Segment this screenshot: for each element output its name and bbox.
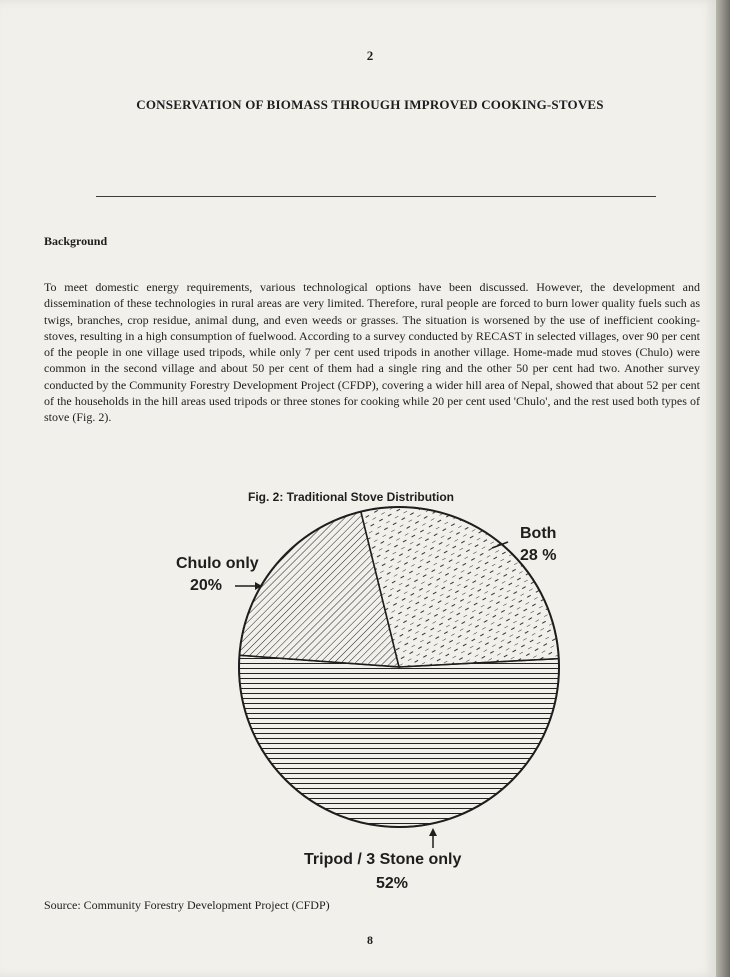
page-edge-shadow	[716, 0, 730, 977]
pie-slice-tripod	[239, 655, 559, 827]
label-chulo-name: Chulo only	[176, 555, 259, 572]
label-tripod-percent: 52%	[376, 875, 409, 892]
label-both-name: Both	[520, 525, 557, 542]
body-paragraph: To meet domestic energy requirements, various technological options have been discussed. However, the development and dissemination of these technologies in rural areas are very limited. Therefore, rural people are forced to burn lower quality fuels such as twigs, branches, crop residue, animal dung, and even weeds or grasses. The situation is worsened by the use of inefficient cooking-stoves, resulting in a high consumption of fuelwood. According to a survey conducted by RECAST in selected villages, over 90 per cent of the people in one village used tripods, while only 7 per cent used tripods in another village. Home-made mud stoves (Chulo) were common in the second village and about 50 per cent of them had a single ring and the other 50 per cent had two. Another survey conducted by the Community Forestry Development Project (CFDP), covering a wider hill area of Nepal, showed that about 52 per cent of the households in the hill areas used tripods or three stones for cooking while 20 per cent used 'Chulo', and the rest used both types of stove (Fig. 2).	[44, 280, 700, 425]
page-number-top: 2	[366, 48, 374, 63]
section-heading: Background	[44, 234, 108, 248]
page-number-bottom: 8	[367, 933, 373, 947]
label-both-percent: 28 %	[520, 547, 557, 564]
label-tripod-name: Tripod / 3 Stone only	[304, 851, 462, 868]
figure-title: Fig. 2: Traditional Stove Distribution	[248, 490, 455, 504]
pie-figure	[150, 486, 590, 896]
pie-slices	[239, 507, 559, 827]
page-title: CONSERVATION OF BIOMASS THROUGH IMPROVED COOKING-STOVES	[136, 97, 604, 112]
title-divider	[96, 196, 656, 197]
source-note: Source: Community Forestry Development Project (CFDP)	[44, 898, 330, 912]
label-chulo-percent: 20%	[190, 577, 223, 594]
